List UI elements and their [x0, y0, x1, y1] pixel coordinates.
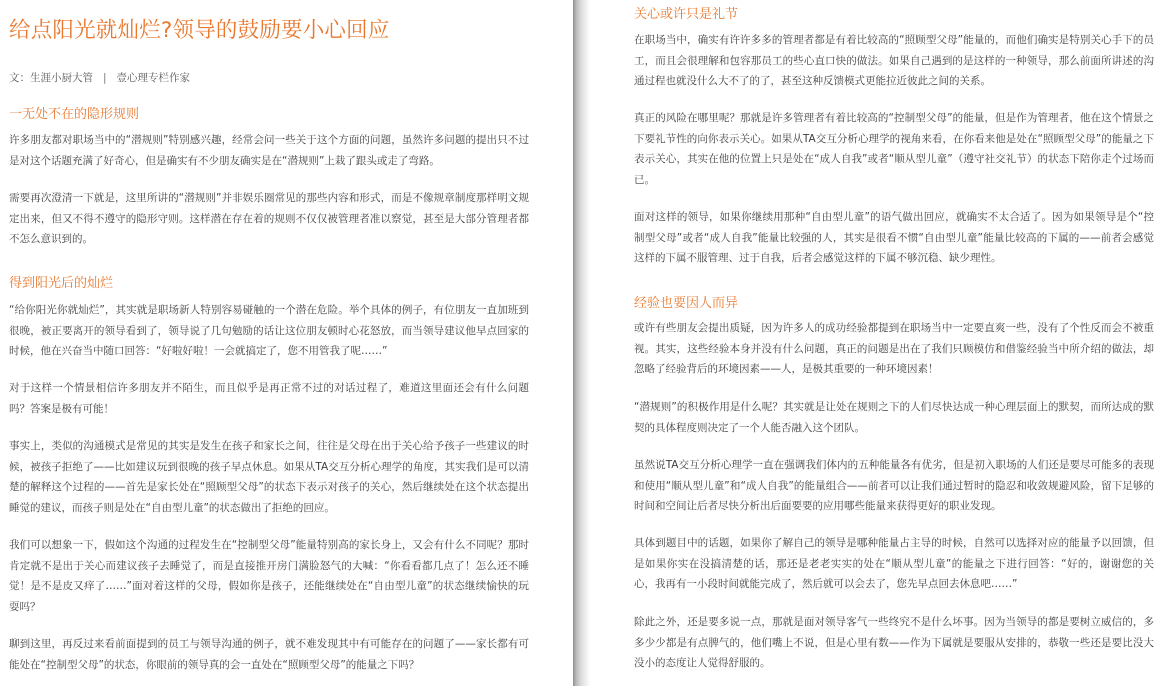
section-heading-experience: 经验也要因人而异: [634, 296, 739, 311]
paragraph: 事实上，类似的沟通模式是常见的其实是发生在孩子和家长之间，往往是父母在出于关心给予孩子一些建议的时候，被孩子拒绝了——比如建议玩到很晚的孩子早点休息。如果从TA交互分析心理学的角度，其实我们是可以清楚的解释这个过程的——首先是家长处在“照顾型父母”的状态下表示对孩子的关心，然后继续处在这个状态提出睡觉的建议，而孩子则是处在“自由型儿童”的状态做出了拒绝的回应。: [9, 440, 529, 514]
paragraph: 需要再次澄清一下就是，这里所讲的“潜规则”并非娱乐圈常见的那些内容和形式，而是不像规章制度那样明文规定出来，但又不得不遵守的隐形守则。这样潜在存在着的规则不仅仅被管理者准以察觉，甚至是大部分管理者都不怎么意识到的。: [9, 192, 529, 245]
article-title: 给点阳光就灿烂?领导的鼓励要小心回应: [9, 18, 390, 43]
paragraph: 具体到题目中的话题，如果你了解自己的领导是哪种能量占主导的时候，自然可以选择对应的能量予以回馈，但是如果你实在没搞清楚的话，那还是老老实实的处在“顺从型儿童”的能量之下进行回答：“好的，谢谢您的关心，我再有一小段时间就能完成了，然后就可以会去了，您先早点回去休息吧……”: [634, 537, 1154, 590]
section-heading-hidden-rules: 一无处不在的隐形规则: [9, 107, 140, 122]
paragraph: 或许有些朋友会提出质疑，因为许多人的成功经验都提到在职场当中一定要直爽一些，没有了个性反而会不被重视。其实，这些经验本身并没有什么问题，真正的问题是出在了我们只顾模仿和借鉴经验当中所介绍的做法，却忽略了经验背后的环境因素——人，是极其重要的一种环境因素！: [634, 322, 1154, 375]
paragraph: 聊到这里，再反过来看前面提到的员工与领导沟通的例子，就不难发现其中有可能存在的问题了——家长都有可能处在“控制型父母”的状态，你眼前的领导真的会一直处在“照顾型父母”的能量之下吗？: [9, 638, 529, 671]
paragraph: 许多朋友都对职场当中的“潜规则”特别感兴趣，经常会问一些关于这个方面的问题，虽然许多问题的提出只不过是对这个话题充满了好奇心，但是确实有不少朋友确实是在“潜规则”上栽了跟头或走了弯路。: [9, 134, 529, 167]
paragraph: 除此之外，还是要多说一点，那就是面对领导客气一些终究不是什么坏事。因为当领导的都是要树立威信的，多多少少都是有点脾气的，他们嘴上不说，但是心里有数——作为下属就是要服从安排的，恭敬一些还是要比没大没小的态度让人觉得舒服的。: [634, 616, 1154, 669]
left-page: [0, 0, 573, 686]
paragraph: 真正的风险在哪里呢？那就是许多管理者有着比较高的“控制型父母”的能量，但是作为管理者，他在这个情景之下要礼节性的向你表示关心。如果从TA交互分析心理学的视角来看，在你看来他是处在“照顾型父母”的能量之下表示关心，其实在他的位置上只是处在“成人自我”或者“顺从型儿童”（遵守社交礼节）的状态下陪你走个过场而已。: [634, 112, 1154, 186]
paragraph: 对于这样一个情景相信许多朋友并不陌生，而且似乎是再正常不过的对话过程了，难道这里面还会有什么问题吗？答案是极有可能！: [9, 382, 529, 415]
right-page: [590, 0, 1162, 686]
paragraph: “潜规则”的积极作用是什么呢？其实就是让处在规则之下的人们尽快达成一种心理层面上的默契，而所达成的默契的具体程度则决定了一个人能否融入这个团队。: [634, 401, 1154, 434]
paragraph: 虽然说TA交互分析心理学一直在强调我们体内的五种能量各有优劣，但是初入职场的人们还是要尽可能多的表现和使用“顺从型儿童”和“成人自我”的能量组合——前者可以让我们通过暂时的隐忍和收敛规避风险，留下足够的时间和空间让后者尽快分析出后面要要的应用哪些能量来获得更好的职业发现。: [634, 459, 1154, 512]
section-heading-etiquette: 关心或许只是礼节: [634, 7, 739, 22]
byline-separator: |: [103, 72, 107, 84]
paragraph: 面对这样的领导，如果你继续用那种“自由型儿童”的语气做出回应，就确实不太合适了。因为如果领导是个“控制型父母”或者“成人自我”能量比较强的人，其实是很看不惯“自由型儿童”能量比较高的下属的——前者会感觉这样的下属不服管理、过于自我，后者会感觉这样的下属不够沉稳、缺少理性。: [634, 211, 1154, 264]
paragraph: 在职场当中，确实有许许多多的管理者都是有着比较高的“照顾型父母”能量的，而他们确实是特别关心手下的员工，而且会很理解和包容那员工的些心直口快的做法。如果自己遇到的是这样的一种领导，那么前面所讲述的沟通过程也就没什么大不了的了，甚至这种反馈模式更能拉近彼此之间的关系。: [634, 34, 1154, 87]
author: 文：生涯小厨大管: [9, 72, 93, 84]
page-gutter-divider: [573, 0, 590, 686]
paragraph: 我们可以想象一下，假如这个沟通的过程发生在“控制型父母”能量特别高的家长身上，又会有什么不同呢？那时肯定就不是出于关心而建议孩子去睡觉了，而是直接推开房门满脸怒气的大喊：“你看看都几点了！怎么还不睡觉！是不是皮又痒了……”面对着这样的父母，假如你是孩子，还能继续处在“自由型儿童”的状态继续愉快的玩耍吗？: [9, 539, 529, 613]
author-role: 壹心理专栏作家: [116, 72, 191, 84]
section-heading-sunshine: 得到阳光后的灿烂: [9, 276, 114, 291]
paragraph: “给你阳光你就灿烂”，其实就是职场新人特别容易碰触的一个潜在危险。举个具体的例子，有位朋友一直加班到很晚，被正要离开的领导看到了，领导说了几句勉励的话让这位朋友顿时心花怒放，而当领导建议他早点回家的时候，他在兴奋当中随口回答：“好啦好啦！一会就搞定了，您不用管我了呢……”: [9, 304, 529, 357]
byline: [9, 70, 190, 85]
